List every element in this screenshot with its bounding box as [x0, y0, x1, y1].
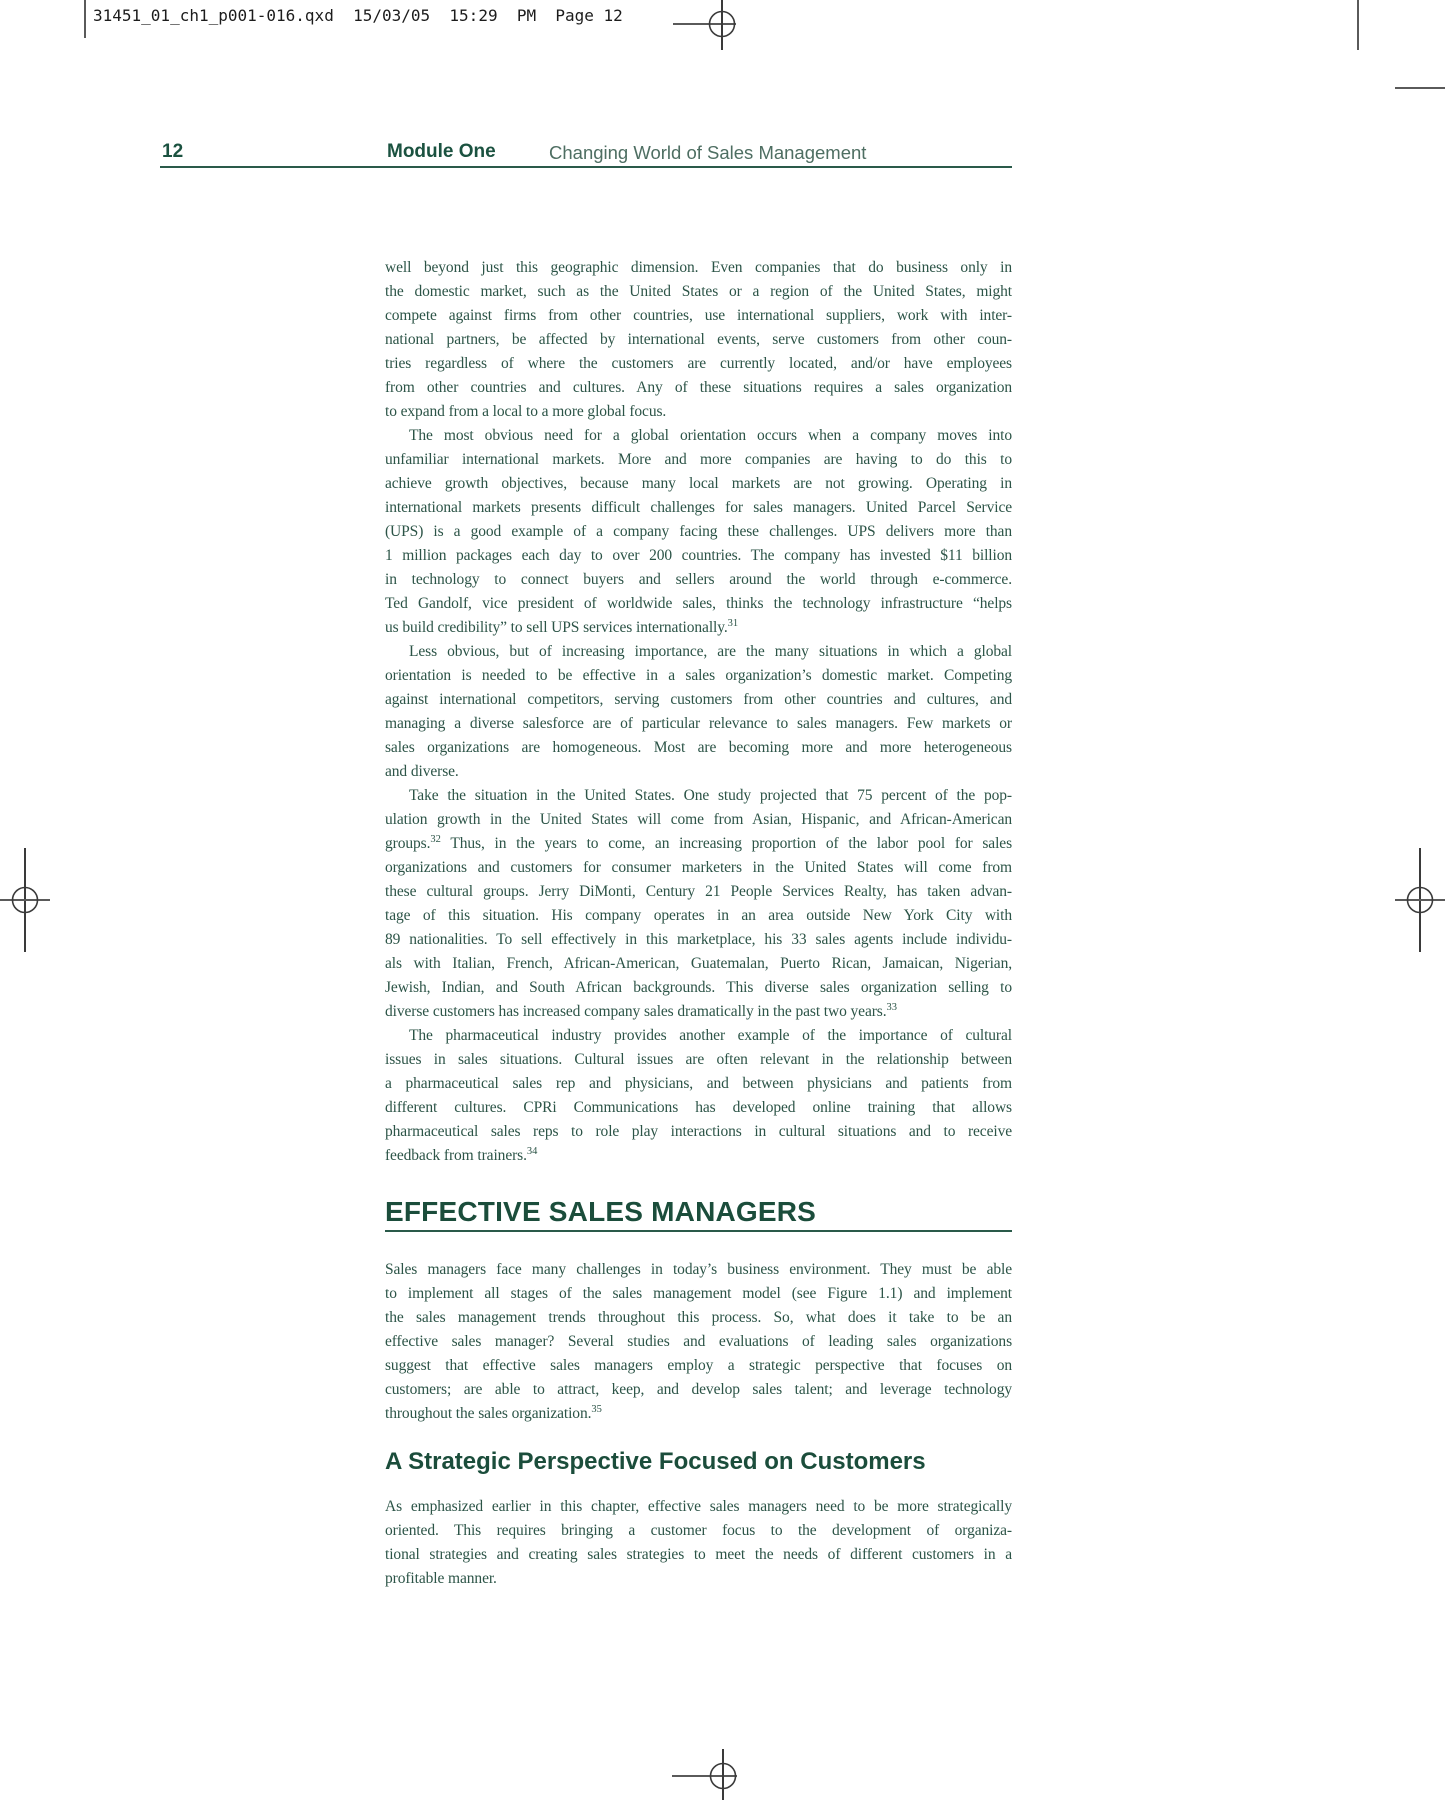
module-label: Module One	[387, 141, 496, 162]
chapter-title: Changing World of Sales Management	[549, 142, 867, 163]
section-heading: EFFECTIVE SALES MANAGERS	[385, 1196, 817, 1227]
body-text-line: achieve growth objectives, because many local markets are not growing. Operating in	[385, 475, 1012, 492]
body-text-line: Less obvious, but of increasing importance, are the many situations in which a global	[409, 643, 1012, 660]
header-rule	[160, 166, 1012, 168]
crop-mark-top-left-icon	[84, 0, 86, 38]
body-text-line: the domestic market, such as the United States or a region of the United States, might	[385, 283, 1012, 300]
body-text-line: pharmaceutical sales reps to role play interactions in cultural situations and to receive	[385, 1123, 1012, 1140]
body-text-line: and diverse.	[385, 763, 459, 780]
body-text-line: national partners, be affected by international events, serve customers from other coun-	[385, 331, 1012, 348]
print-file-info: 31451_01_ch1_p001-016.qxd 15/03/05 15:29 PM Page 12	[93, 6, 623, 25]
body-text-line: us build credibility” to sell UPS services internationally.$^{31}$	[385, 618, 739, 636]
body-text-line: well beyond just this geographic dimension. Even companies that do business only in	[385, 259, 1012, 276]
body-text-line: throughout the sales organization.$^{35}$	[385, 1404, 602, 1422]
body-text-line: sales organizations are homogeneous. Most are becoming more and more heterogeneous	[385, 739, 1012, 756]
body-text-line: als with Italian, French, African-American, Guatemalan, Puerto Rican, Jamaican, Nigerian,	[385, 955, 1012, 972]
body-text-line: tage of this situation. His company operates in an area outside New York City with	[385, 907, 1012, 924]
body-text-line: these cultural groups. Jerry DiMonti, Century 21 People Services Realty, has taken advan-	[385, 883, 1012, 900]
body-text-line: Take the situation in the United States. One study projected that 75 percent of the pop-	[409, 787, 1012, 804]
body-text-line: oriented. This requires bringing a customer focus to the development of organiza-	[385, 1522, 1012, 1539]
body-text-line: orientation is needed to be effective in a sales organization’s domestic market. Competing	[385, 667, 1012, 684]
registration-mark-right-icon	[1393, 848, 1445, 952]
body-text-line: ulation growth in the United States will come from Asian, Hispanic, and African-American	[385, 811, 1012, 828]
registration-mark-top-icon	[672, 0, 740, 52]
crop-mark-top-right-horizontal-icon	[1395, 87, 1445, 89]
body-text-line: groups.$^{32}$ Thus, in the years to come, an increasing proportion of the labor pool for sales	[385, 834, 1012, 852]
text-column	[385, 256, 1012, 1591]
section-heading-rule	[385, 1230, 1012, 1232]
body-text-line: different cultures. CPRi Communications has developed online training that allows	[385, 1099, 1012, 1116]
body-text-line: unfamiliar international markets. More and more companies are having to do this to	[385, 451, 1012, 468]
body-text-line: suggest that effective sales managers employ a strategic perspective that focuses on	[385, 1357, 1012, 1374]
body-text-line: a pharmaceutical sales rep and physicians, and between physicians and patients from	[385, 1075, 1012, 1092]
body-text-line: 89 nationalities. To sell effectively in this marketplace, his 33 sales agents include individu-	[385, 931, 1012, 948]
body-text-line: compete against firms from other countries, use international suppliers, work with inter-	[385, 307, 1012, 324]
body-text-line: Jewish, Indian, and South African backgrounds. This diverse sales organization selling to	[385, 979, 1012, 996]
page-number: 12	[162, 141, 184, 162]
body-text-line: customers; are able to attract, keep, and develop sales talent; and leverage technology	[385, 1381, 1012, 1398]
body-text-line: managing a diverse salesforce are of particular relevance to sales managers. Few markets or	[385, 715, 1012, 732]
body-text-line: international markets presents difficult challenges for sales managers. United Parcel Service	[385, 499, 1012, 516]
body-text-line: against international competitors, serving customers from other countries and cultures, and	[385, 691, 1012, 708]
body-text-line: profitable manner.	[385, 1570, 497, 1587]
registration-mark-bottom-icon	[672, 1749, 740, 1800]
body-text-line: The pharmaceutical industry provides another example of the importance of cultural	[409, 1027, 1012, 1044]
body-text-line: the sales management trends throughout this process. So, what does it take to be an	[385, 1309, 1012, 1326]
body-text-line: tional strategies and creating sales strategies to meet the needs of different customers in a	[385, 1546, 1012, 1563]
body-text-line: to implement all stages of the sales management model (see Figure 1.1) and implement	[385, 1285, 1012, 1302]
body-text-line: Sales managers face many challenges in today’s business environment. They must be able	[385, 1261, 1012, 1278]
body-text-line: As emphasized earlier in this chapter, effective sales managers need to be more strategically	[385, 1498, 1012, 1515]
body-text-line: 1 million packages each day to over 200 countries. The company has invested $11 billion	[385, 547, 1012, 564]
body-text-line: (UPS) is a good example of a company facing these challenges. UPS delivers more than	[385, 523, 1012, 540]
body-text-line: The most obvious need for a global orientation occurs when a company moves into	[409, 427, 1012, 444]
body-text-line: organizations and customers for consumer marketers in the United States will come from	[385, 859, 1012, 876]
body-text-line: effective sales manager? Several studies and evaluations of leading sales organizations	[385, 1333, 1012, 1350]
body-text-line: to expand from a local to a more global focus.	[385, 403, 667, 420]
body-text-line: feedback from trainers.$^{34}$	[385, 1146, 538, 1164]
body-text-line: in technology to connect buyers and sellers around the world through e-commerce.	[385, 571, 1012, 588]
body-text-line: Ted Gandolf, vice president of worldwide sales, thinks the technology infrastructure “helps	[385, 595, 1012, 612]
crop-mark-top-right-vertical-icon	[1357, 0, 1359, 50]
body-text-line: tries regardless of where the customers are currently located, and/or have employees	[385, 355, 1012, 372]
registration-mark-left-icon	[0, 848, 52, 952]
subsection-heading: A Strategic Perspective Focused on Customers	[385, 1448, 926, 1475]
body-text-line: issues in sales situations. Cultural issues are often relevant in the relationship between	[385, 1051, 1012, 1068]
body-text-line: from other countries and cultures. Any of these situations requires a sales organization	[385, 379, 1012, 396]
body-text-line: diverse customers has increased company sales dramatically in the past two years.$^{33}$	[385, 1002, 898, 1020]
